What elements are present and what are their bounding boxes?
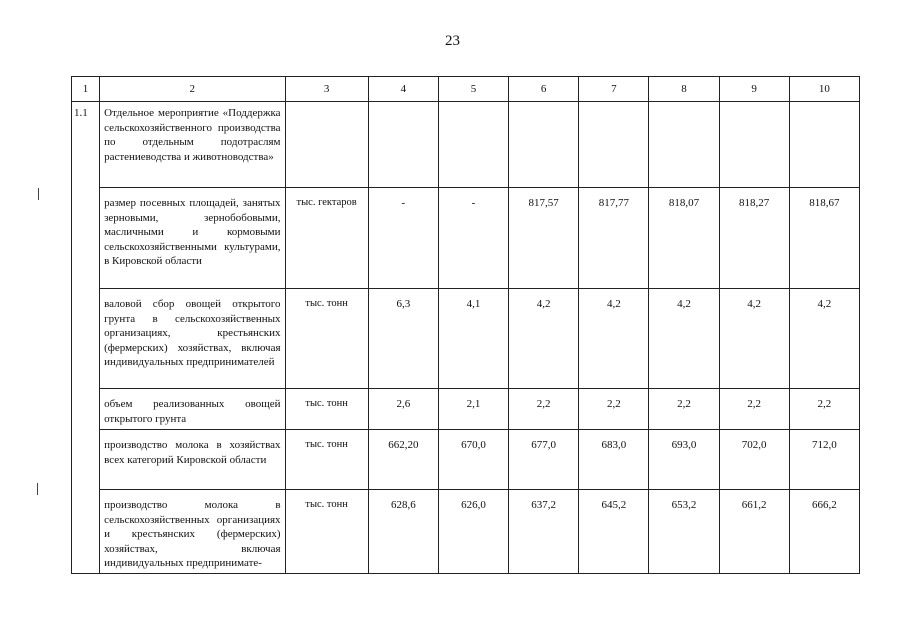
indicator-label: производство молока в хозяйствах всех категорий Кировской области [100,430,285,490]
scan-mark [37,483,38,495]
value-cell: 6,3 [368,289,438,389]
indicator-label: производство молока в сельскохозяйственных организациях и крестьянских (фермерских) хозяйствах, включая индивидуальных предпринимате- [100,490,285,574]
value-cell: 818,27 [719,188,789,289]
unit-cell: тыс. гектаров [285,188,368,289]
value-cell: 693,0 [649,430,719,490]
empty-cell [509,102,579,188]
value-cell: 4,2 [719,289,789,389]
column-header: 8 [649,77,719,102]
value-cell: 637,2 [509,490,579,574]
unit-cell: тыс. тонн [285,389,368,430]
column-header: 5 [438,77,508,102]
value-cell: 4,2 [579,289,649,389]
column-header: 9 [719,77,789,102]
value-cell: 817,57 [509,188,579,289]
column-header: 6 [509,77,579,102]
value-cell: 628,6 [368,490,438,574]
value-cell: 2,2 [789,389,859,430]
value-cell: 2,1 [438,389,508,430]
page-number: 23 [445,33,460,49]
table-row [72,188,860,289]
value-cell: - [368,188,438,289]
value-cell: 661,2 [719,490,789,574]
value-cell: 653,2 [649,490,719,574]
column-header: 4 [368,77,438,102]
value-cell: 712,0 [789,430,859,490]
value-cell: 2,6 [368,389,438,430]
value-cell: 2,2 [649,389,719,430]
value-cell: 662,20 [368,430,438,490]
section-title: Отдельное мероприятие «Поддержка сельскохозяйственного производства по отдельным подотраслям растениеводства и животноводства» [100,102,285,188]
value-cell: 666,2 [789,490,859,574]
column-header: 10 [789,77,859,102]
value-cell: 677,0 [509,430,579,490]
unit-cell: тыс. тонн [285,289,368,389]
value-cell: 818,07 [649,188,719,289]
unit-cell: тыс. тонн [285,430,368,490]
value-cell: 2,2 [579,389,649,430]
value-cell: 670,0 [438,430,508,490]
section-row [72,102,860,188]
header-row [72,77,860,102]
section-index: 1.1 [72,102,100,574]
empty-cell [789,102,859,188]
table-row [72,490,860,574]
empty-cell [368,102,438,188]
value-cell: 4,1 [438,289,508,389]
value-cell: 683,0 [579,430,649,490]
column-header: 3 [285,77,368,102]
table-row [72,430,860,490]
empty-cell [719,102,789,188]
value-cell: 2,2 [509,389,579,430]
value-cell: - [438,188,508,289]
value-cell: 4,2 [789,289,859,389]
unit-cell: тыс. тонн [285,490,368,574]
scan-mark [38,188,39,200]
empty-cell [649,102,719,188]
indicator-label: размер посевных площадей, занятых зерновыми, зернобобовыми, масличными и кормовыми сельскохозяйственными культурами, в Кировской области [100,188,285,289]
value-cell: 702,0 [719,430,789,490]
table-row [72,389,860,430]
value-cell: 4,2 [649,289,719,389]
column-header: 7 [579,77,649,102]
value-cell: 4,2 [509,289,579,389]
value-cell: 2,2 [719,389,789,430]
value-cell: 645,2 [579,490,649,574]
column-header: 1 [72,77,100,102]
empty-cell [438,102,508,188]
value-cell: 626,0 [438,490,508,574]
empty-cell [579,102,649,188]
indicator-label: объем реализованных овощей открытого грунта [100,389,285,430]
value-cell: 817,77 [579,188,649,289]
indicators-table [71,76,860,574]
column-header: 2 [100,77,285,102]
value-cell: 818,67 [789,188,859,289]
table-row [72,289,860,389]
indicator-label: валовой сбор овощей открытого грунта в сельскохозяйственных организациях, крестьянских (фермерских) хозяйствах, включая индивидуальных предпринимателей [100,289,285,389]
empty-cell [285,102,368,188]
